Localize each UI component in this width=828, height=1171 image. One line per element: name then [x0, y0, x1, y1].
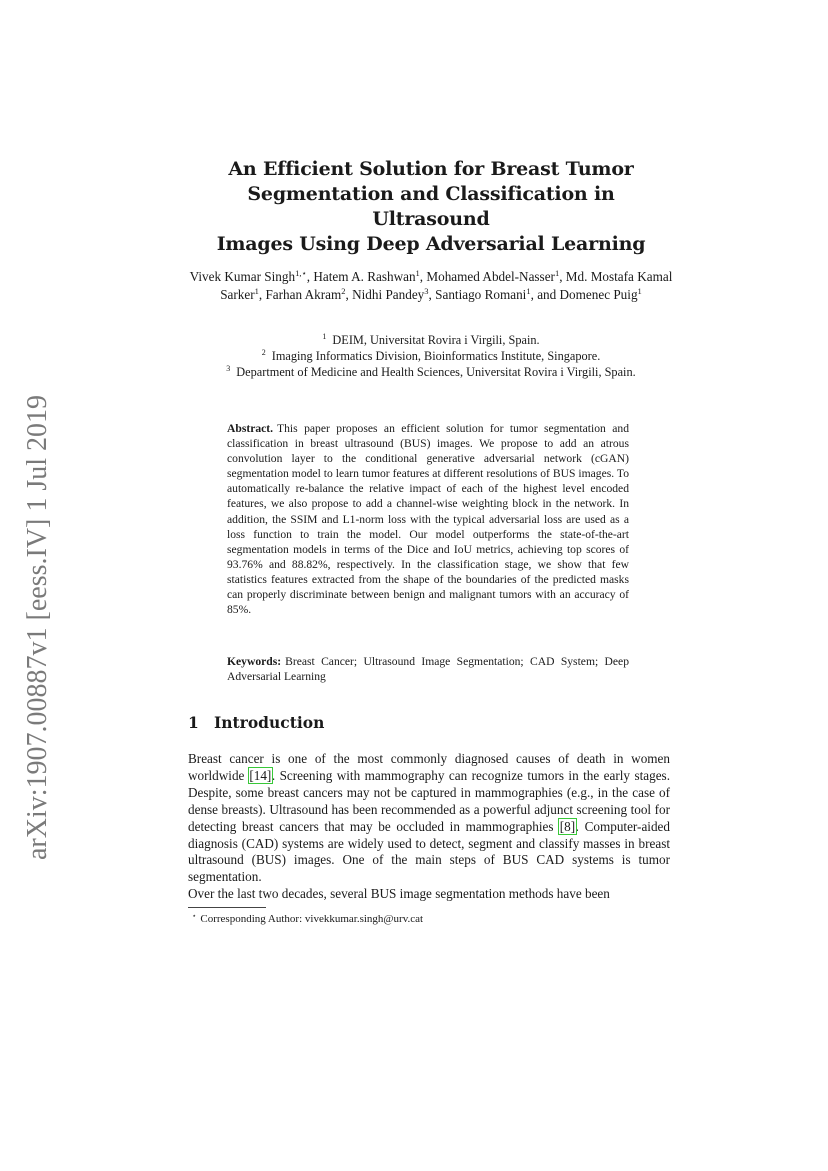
author-separator: , — [559, 269, 566, 284]
author-separator: , — [345, 287, 353, 302]
footnote — [188, 912, 670, 926]
affiliation-mark: 1 — [322, 332, 327, 341]
author-affil-mark: 1 — [415, 268, 420, 278]
author-separator: , — [258, 287, 266, 302]
affiliation-mark: 2 — [261, 348, 266, 357]
citation-link[interactable]: [8] — [559, 818, 576, 834]
arxiv-identifier: arXiv:1907.00887v1 [eess.IV] 1 Jul 2019 — [22, 394, 53, 860]
author-separator: , — [428, 287, 436, 302]
author-separator: , — [530, 287, 538, 302]
author-name: Farhan Akram — [265, 287, 342, 302]
abstract — [227, 421, 629, 617]
author-list — [188, 268, 674, 304]
author — [313, 269, 426, 284]
author — [265, 287, 352, 302]
author-name: Nidhi Pandey — [352, 287, 425, 302]
abstract-text: This paper proposes an efficient solution for tumor segmentation and classification in breast ultrasound (BUS) images. We propose to add an atrous convolution layer to the conditional generative adversarial network (cGAN) segmentation model to learn tumor features at different resolutions of BUS images. To automatically re-balance the relative impact of each of the highest level encoded features, we also propose to add a channel-wise weighting block in the network. In addition, the SSIM and L1-norm loss with the typical adversarial loss are used as a loss function to train the model. Our model outperforms the state-of-the-art segmentation models in terms of the Dice and IoU metrics, achieving top scores of 93.76% and 88.82%, respectively. In the classification stage, we show that few statistics features extracted from the shape of the boundaries of the predicted masks can properly discriminate between benign and malignant tumors with an accuracy of 85%. — [227, 422, 629, 617]
section-number: 1 — [188, 713, 199, 732]
paragraph — [188, 751, 670, 886]
section-title: Introduction — [214, 713, 325, 732]
arxiv-side-stamp — [10, 380, 66, 860]
keywords-label: Keywords: — [227, 655, 282, 668]
intro-text: . Screening with mammography can recognize tumors in the early stages. Despite, some breast cancers may not be captured in mammographies (e.g., in the case of dense breasts). Ultrasound has been recommended as a powerful adjunct screening tool for detecting breast cancers that may be occluded in mammographies — [188, 767, 670, 834]
affiliation-list — [188, 332, 674, 380]
affiliation-text: Imaging Informatics Division, Bioinformatics Institute, Singapore. — [271, 349, 601, 363]
title-line: Segmentation and Classification in Ultrasound — [247, 183, 615, 230]
author-affil-mark: 1 — [637, 286, 642, 296]
affiliation-text: Department of Medicine and Health Sciences, Universitat Rovira i Virgili, Spain. — [236, 365, 636, 379]
affiliation-mark: 3 — [226, 364, 231, 373]
author — [435, 287, 537, 302]
author-separator: , — [419, 269, 427, 284]
author-affil-mark: 2 — [341, 286, 346, 296]
author — [352, 287, 435, 302]
footnote-rule — [188, 907, 266, 908]
author — [537, 287, 642, 302]
title-line: An Efficient Solution for Breast Tumor — [228, 158, 634, 180]
author-name: Vivek Kumar Singh — [189, 269, 296, 284]
paper-title — [188, 157, 674, 257]
intro-text: . Computer-aided diagnosis (CAD) systems are widely used to detect, segment and classify masses in breast ultrasound (BUS) images. One of the main steps of BUS CAD systems is tumor segmentation. — [188, 818, 671, 885]
affiliation — [188, 364, 674, 380]
title-line: Images Using Deep Adversarial Learning — [216, 233, 646, 255]
keywords-text: Breast Cancer; Ultrasound Image Segmentation; CAD System; Deep Adversarial Learning — [227, 655, 629, 684]
abstract-label: Abstract. — [227, 422, 274, 435]
footnote-mark: ⋆ — [192, 912, 197, 920]
section-heading — [188, 713, 674, 733]
intro-text: Breast cancer is one of the most commonly diagnosed causes of death in women worldwide — [188, 751, 670, 783]
keywords — [227, 654, 629, 684]
affiliation-text: DEIM, Universitat Rovira i Virgili, Spain. — [332, 333, 540, 347]
author-name: Santiago Romani — [435, 287, 527, 302]
author-affil-mark: 1 — [526, 286, 531, 296]
author-name: Md. Mostafa Kamal Sarker — [220, 269, 673, 302]
author — [190, 269, 314, 284]
author-affil-mark: 1 — [254, 286, 259, 296]
author-affil-mark: 1,⋆ — [295, 268, 307, 278]
author-affil-mark: 1 — [554, 268, 560, 278]
author — [426, 269, 565, 284]
author-name: Mohamed Abdel-Nasser — [426, 269, 555, 284]
introduction-body — [188, 751, 670, 903]
author-affil-mark: 3 — [424, 286, 429, 296]
affiliation — [188, 332, 674, 348]
affiliation — [188, 348, 674, 364]
citation-link[interactable]: [14] — [249, 767, 272, 783]
paragraph: Over the last two decades, several BUS image segmentation methods have been — [188, 886, 610, 902]
footnote-text: Corresponding Author: vivekkumar.singh@urv.cat — [200, 913, 424, 925]
author-name: and Domenec Puig — [537, 287, 638, 302]
author-separator: , — [306, 269, 314, 284]
author-name: Hatem A. Rashwan — [313, 269, 416, 284]
